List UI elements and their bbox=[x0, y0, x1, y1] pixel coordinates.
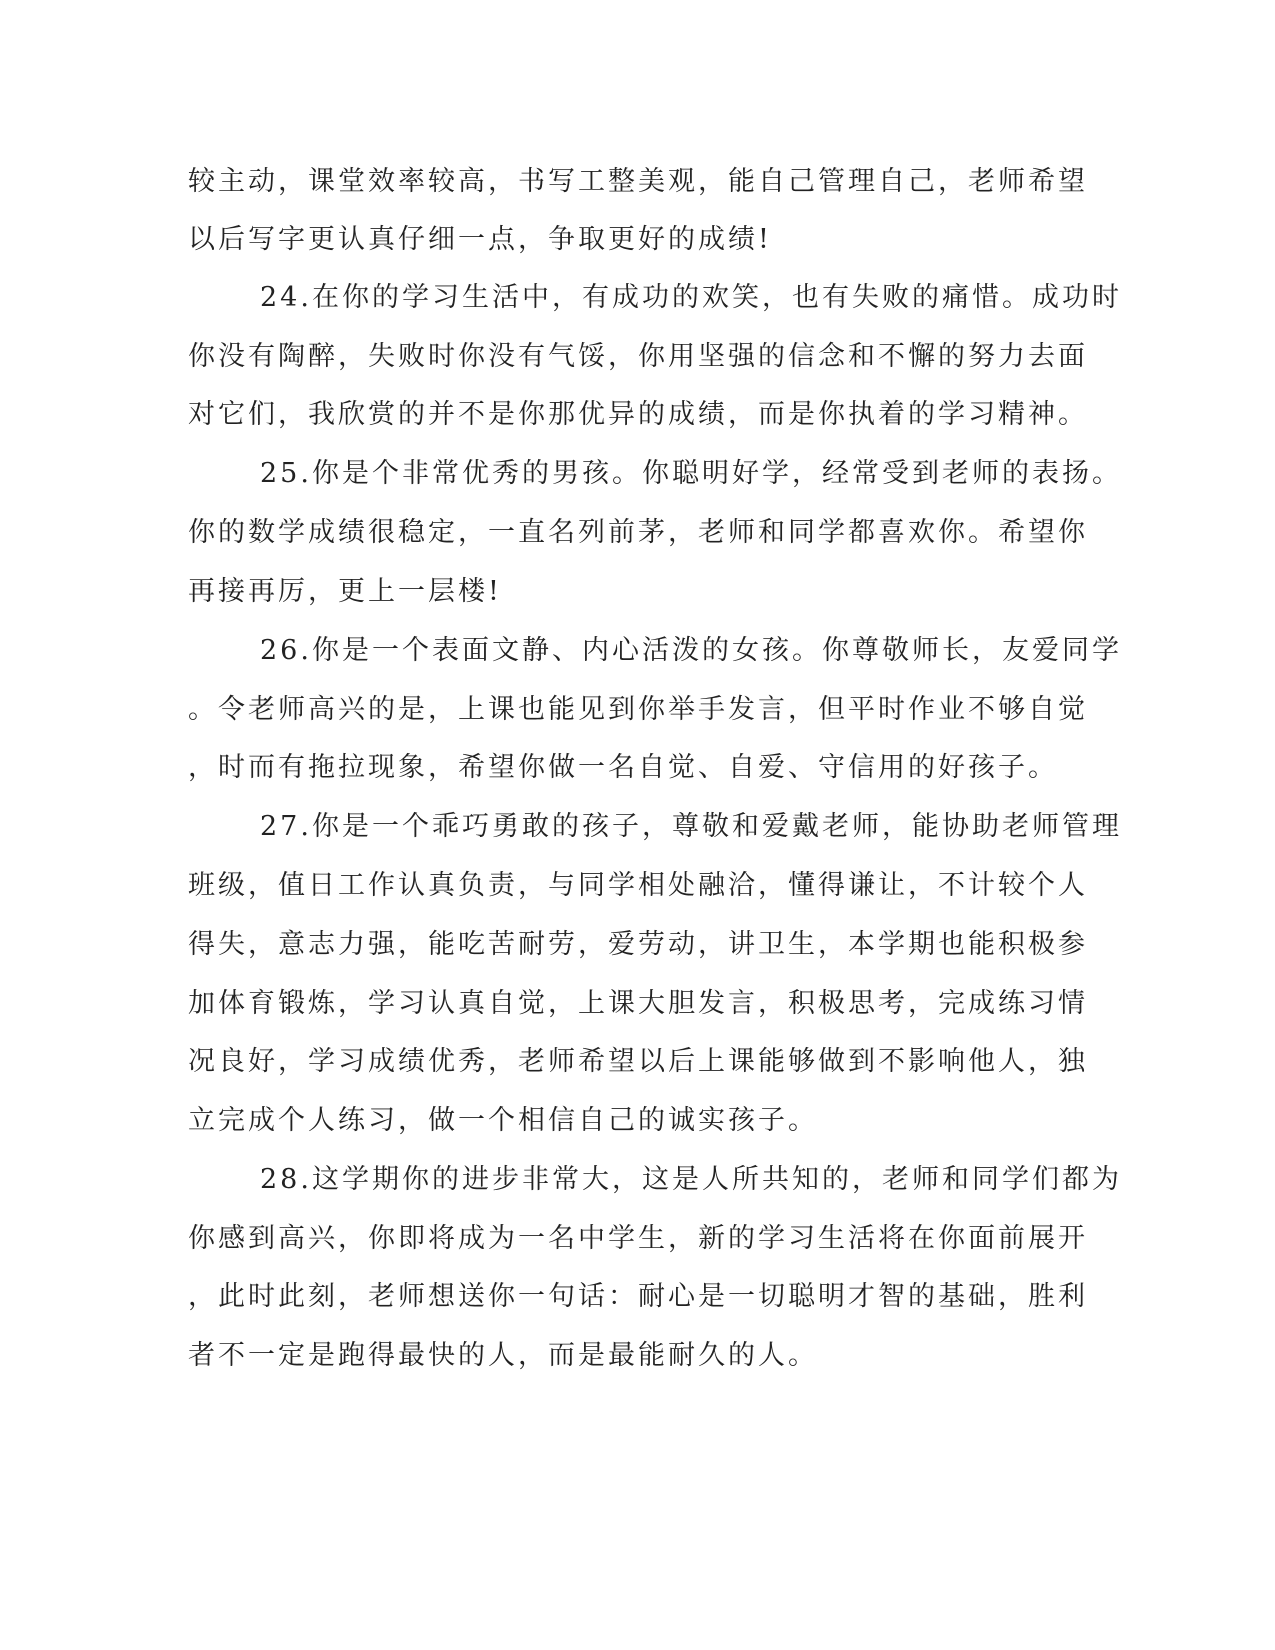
paragraph-26-first-line: 26.你是一个表面文静、内心活泼的女孩。你尊敬师长，友爱同学 bbox=[260, 635, 1122, 666]
text-line: ，此时此刻，老师想送你一句话：耐心是一切聪明才智的基础，胜利 bbox=[188, 1281, 1088, 1312]
text-line: ，时而有拖拉现象，希望你做一名自觉、自爱、守信用的好孩子。 bbox=[188, 752, 1058, 783]
text-line: 。令老师高兴的是，上课也能见到你举手发言，但平时作业不够自觉 bbox=[188, 694, 1088, 725]
text-line: 以后写字更认真仔细一点，争取更好的成绩! bbox=[188, 224, 772, 255]
text-line: 较主动，课堂效率较高，书写工整美观，能自己管理自己，老师希望 bbox=[188, 166, 1088, 197]
text-line: 再接再厉，更上一层楼! bbox=[188, 576, 502, 607]
text-line: 者不一定是跑得最快的人，而是最能耐久的人。 bbox=[188, 1340, 818, 1371]
paragraph-28-first-line: 28.这学期你的进步非常大，这是人所共知的，老师和同学们都为 bbox=[260, 1164, 1122, 1195]
text-line: 对它们，我欣赏的并不是你那优异的成绩，而是你执着的学习精神。 bbox=[188, 399, 1088, 430]
paragraph-25-first-line: 25.你是个非常优秀的男孩。你聪明好学，经常受到老师的表扬。 bbox=[260, 458, 1122, 489]
text-line: 你感到高兴，你即将成为一名中学生，新的学习生活将在你面前展开 bbox=[188, 1223, 1088, 1254]
text-line: 况良好，学习成绩优秀，老师希望以后上课能够做到不影响他人，独 bbox=[188, 1046, 1088, 1077]
text-line: 加体育锻炼，学习认真自觉，上课大胆发言，积极思考，完成练习情 bbox=[188, 988, 1088, 1019]
paragraph-27-first-line: 27.你是一个乖巧勇敢的孩子，尊敬和爱戴老师，能协助老师管理 bbox=[260, 811, 1122, 842]
text-line: 立完成个人练习，做一个相信自己的诚实孩子。 bbox=[188, 1105, 818, 1136]
text-line: 你的数学成绩很稳定，一直名列前茅，老师和同学都喜欢你。希望你 bbox=[188, 517, 1088, 548]
text-line: 得失，意志力强，能吃苦耐劳，爱劳动，讲卫生，本学期也能积极参 bbox=[188, 929, 1088, 960]
paragraph-24-first-line: 24.在你的学习生活中，有成功的欢笑，也有失败的痛惜。成功时 bbox=[260, 282, 1122, 313]
text-line: 你没有陶醉，失败时你没有气馁，你用坚强的信念和不懈的努力去面 bbox=[188, 341, 1088, 372]
text-line: 班级，值日工作认真负责，与同学相处融洽，懂得谦让，不计较个人 bbox=[188, 870, 1088, 901]
